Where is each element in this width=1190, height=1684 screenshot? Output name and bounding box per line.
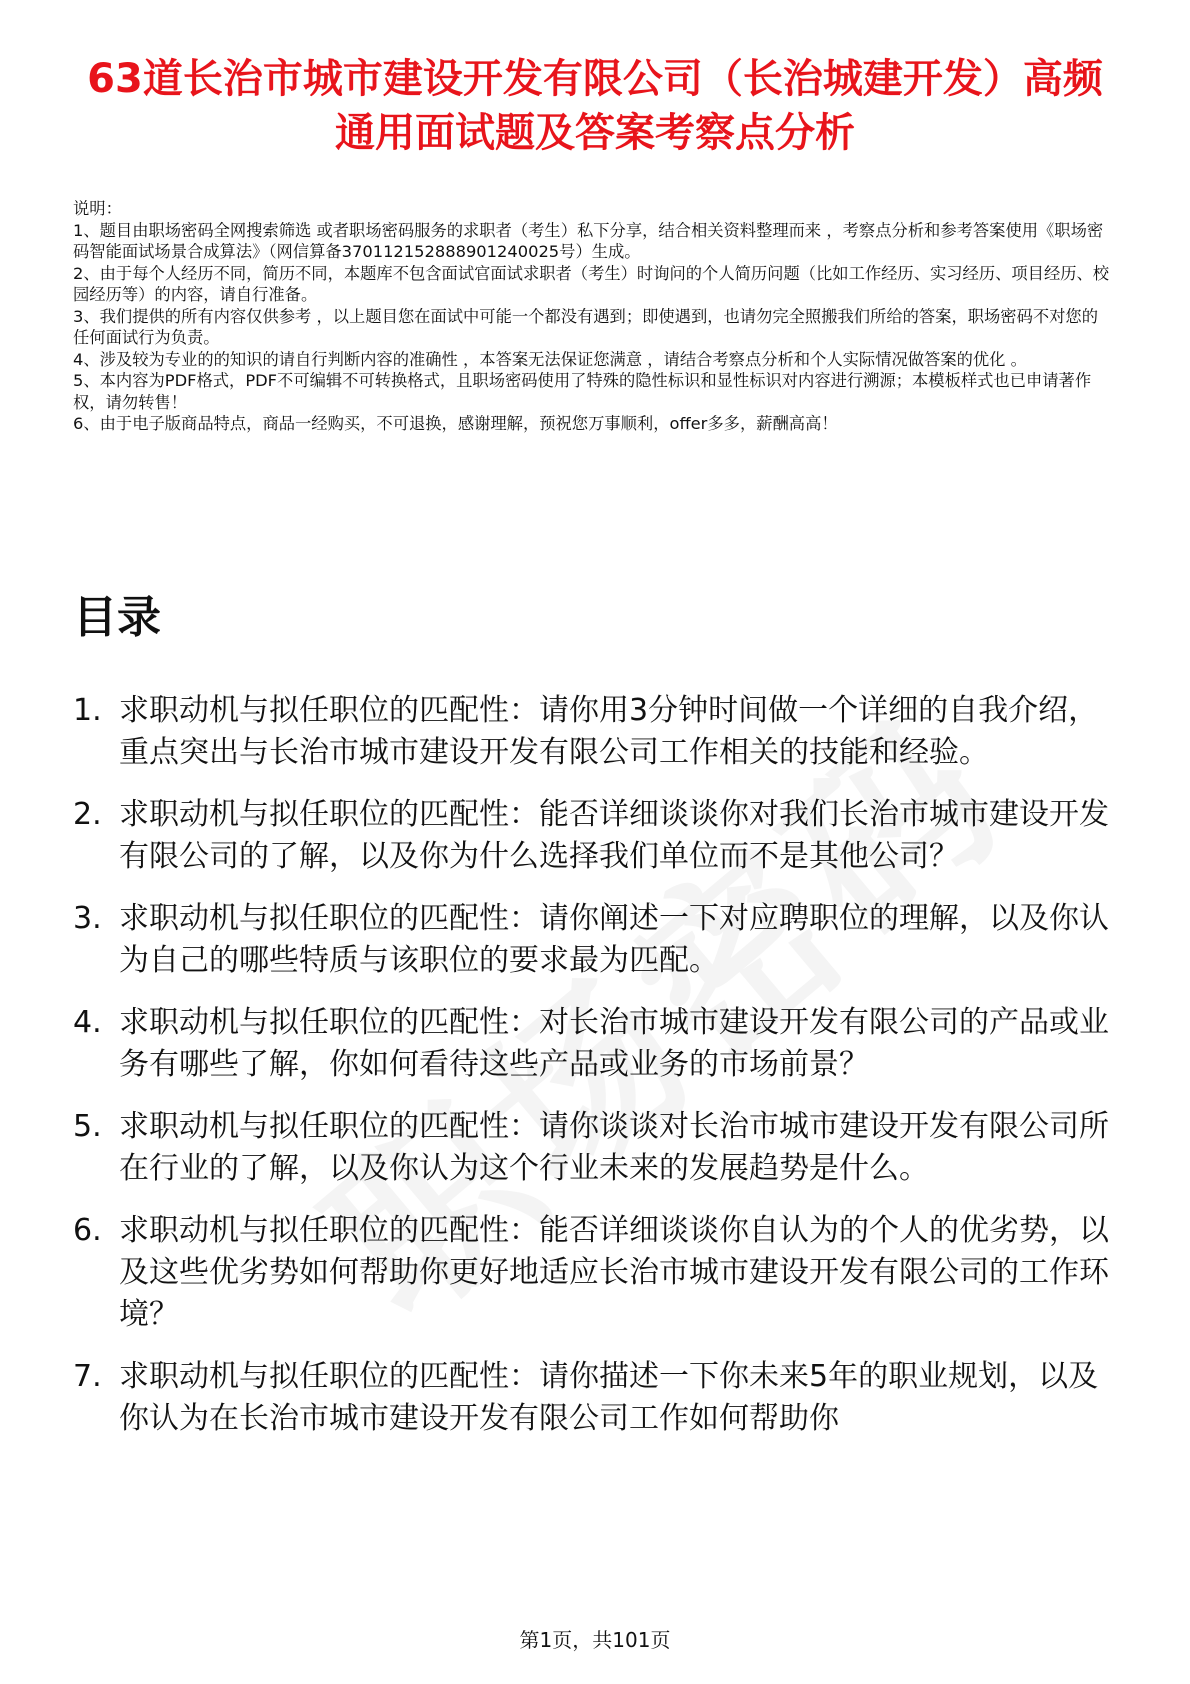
toc-item-text: 求职动机与拟任职位的匹配性：请你描述一下你未来5年的职业规划，以及你认为在长治市城市建设开发有限公司工作如何帮助你 (119, 1359, 1099, 1436)
toc-item-4[interactable] (73, 1002, 1118, 1086)
toc-item-text: 求职动机与拟任职位的匹配性：对长治市城市建设开发有限公司的产品或业务有哪些了解，你如何看待这些产品或业务的市场前景？ (119, 1005, 1109, 1082)
toc-item-2[interactable] (73, 794, 1118, 878)
toc-item-number: 5. (73, 1109, 102, 1144)
toc-item-number: 6. (73, 1213, 102, 1248)
note-item: 1、题目由职场密码全网搜索筛选 或者职场密码服务的求职者（考生）私下分享，结合相关资料整理而来 ，考察点分析和参考答案使用《职场密码智能面试场景合成算法》（网信算备370112152888901240025号）生成。 (73, 220, 1104, 261)
toc-item-number: 2. (73, 797, 102, 832)
toc-item-3[interactable] (73, 898, 1118, 982)
toc-item-number: 4. (73, 1005, 102, 1040)
toc-heading: 目录 (73, 592, 161, 643)
toc-item-text: 求职动机与拟任职位的匹配性：请你阐述一下对应聘职位的理解，以及你认为自己的哪些特质与该职位的要求最为匹配。 (119, 901, 1109, 978)
note-item: 4、涉及较为专业的的知识的请自行判断内容的准确性 ，本答案无法保证您满意 ，请结合考察点分析和个人实际情况做答案的优化 。 (73, 349, 1027, 369)
toc-item-text: 求职动机与拟任职位的匹配性：请你谈谈对长治市城市建设开发有限公司所在行业的了解，以及你认为这个行业未来的发展趋势是什么。 (119, 1109, 1109, 1186)
toc-list (73, 690, 1118, 1460)
toc-item-5[interactable] (73, 1106, 1118, 1190)
note-item: 2、由于每个人经历不同，简历不同，本题库不包含面试官面试求职者（考生）时询问的个人简历问题（比如工作经历、实习经历、项目经历、校园经历等）的内容，请自行准备。 (73, 263, 1110, 304)
toc-item-number: 3. (73, 901, 102, 936)
toc-item-number: 1. (73, 693, 102, 728)
document-title: 63道长治市城市建设开发有限公司（长治城建开发）高频通用面试题及答案考察点分析 (87, 56, 1103, 156)
note-item: 6、由于电子版商品特点，商品一经购买，不可退换，感谢理解，预祝您万事顺利，offer多多，薪酬高高！ (73, 414, 838, 433)
toc-item-text: 求职动机与拟任职位的匹配性：能否详细谈谈你对我们长治市城市建设开发有限公司的了解，以及你为什么选择我们单位而不是其他公司？ (119, 797, 1109, 874)
toc-item-7[interactable] (73, 1356, 1118, 1440)
notes-section (73, 198, 1113, 435)
note-item: 5、本内容为PDF格式，PDF不可编辑不可转换格式，且职场密码使用了特殊的隐性标识和显性标识对内容进行溯源；本模板样式也已申请著作权，请勿转售！ (73, 371, 1092, 412)
page-indicator: 第1页，共101页 (519, 1628, 671, 1652)
toc-item-text: 求职动机与拟任职位的匹配性：能否详细谈谈你自认为的个人的优劣势，以及这些优劣势如何帮助你更好地适应长治市城市建设开发有限公司的工作环境？ (119, 1213, 1109, 1332)
notes-heading: 说明： (73, 199, 122, 218)
toc-item-text: 求职动机与拟任职位的匹配性：请你用3分钟时间做一个详细的自我介绍，重点突出与长治市城市建设开发有限公司工作相关的技能和经验。 (119, 693, 1099, 770)
toc-item-6[interactable] (73, 1210, 1118, 1336)
toc-item-number: 7. (73, 1359, 102, 1394)
toc-item-1[interactable] (73, 690, 1118, 774)
note-item: 3、我们提供的所有内容仅供参考 ，以上题目您在面试中可能一个都没有遇到；即使遇到，也请勿完全照搬我们所给的答案，职场密码不对您的任何面试行为负责。 (73, 306, 1098, 347)
